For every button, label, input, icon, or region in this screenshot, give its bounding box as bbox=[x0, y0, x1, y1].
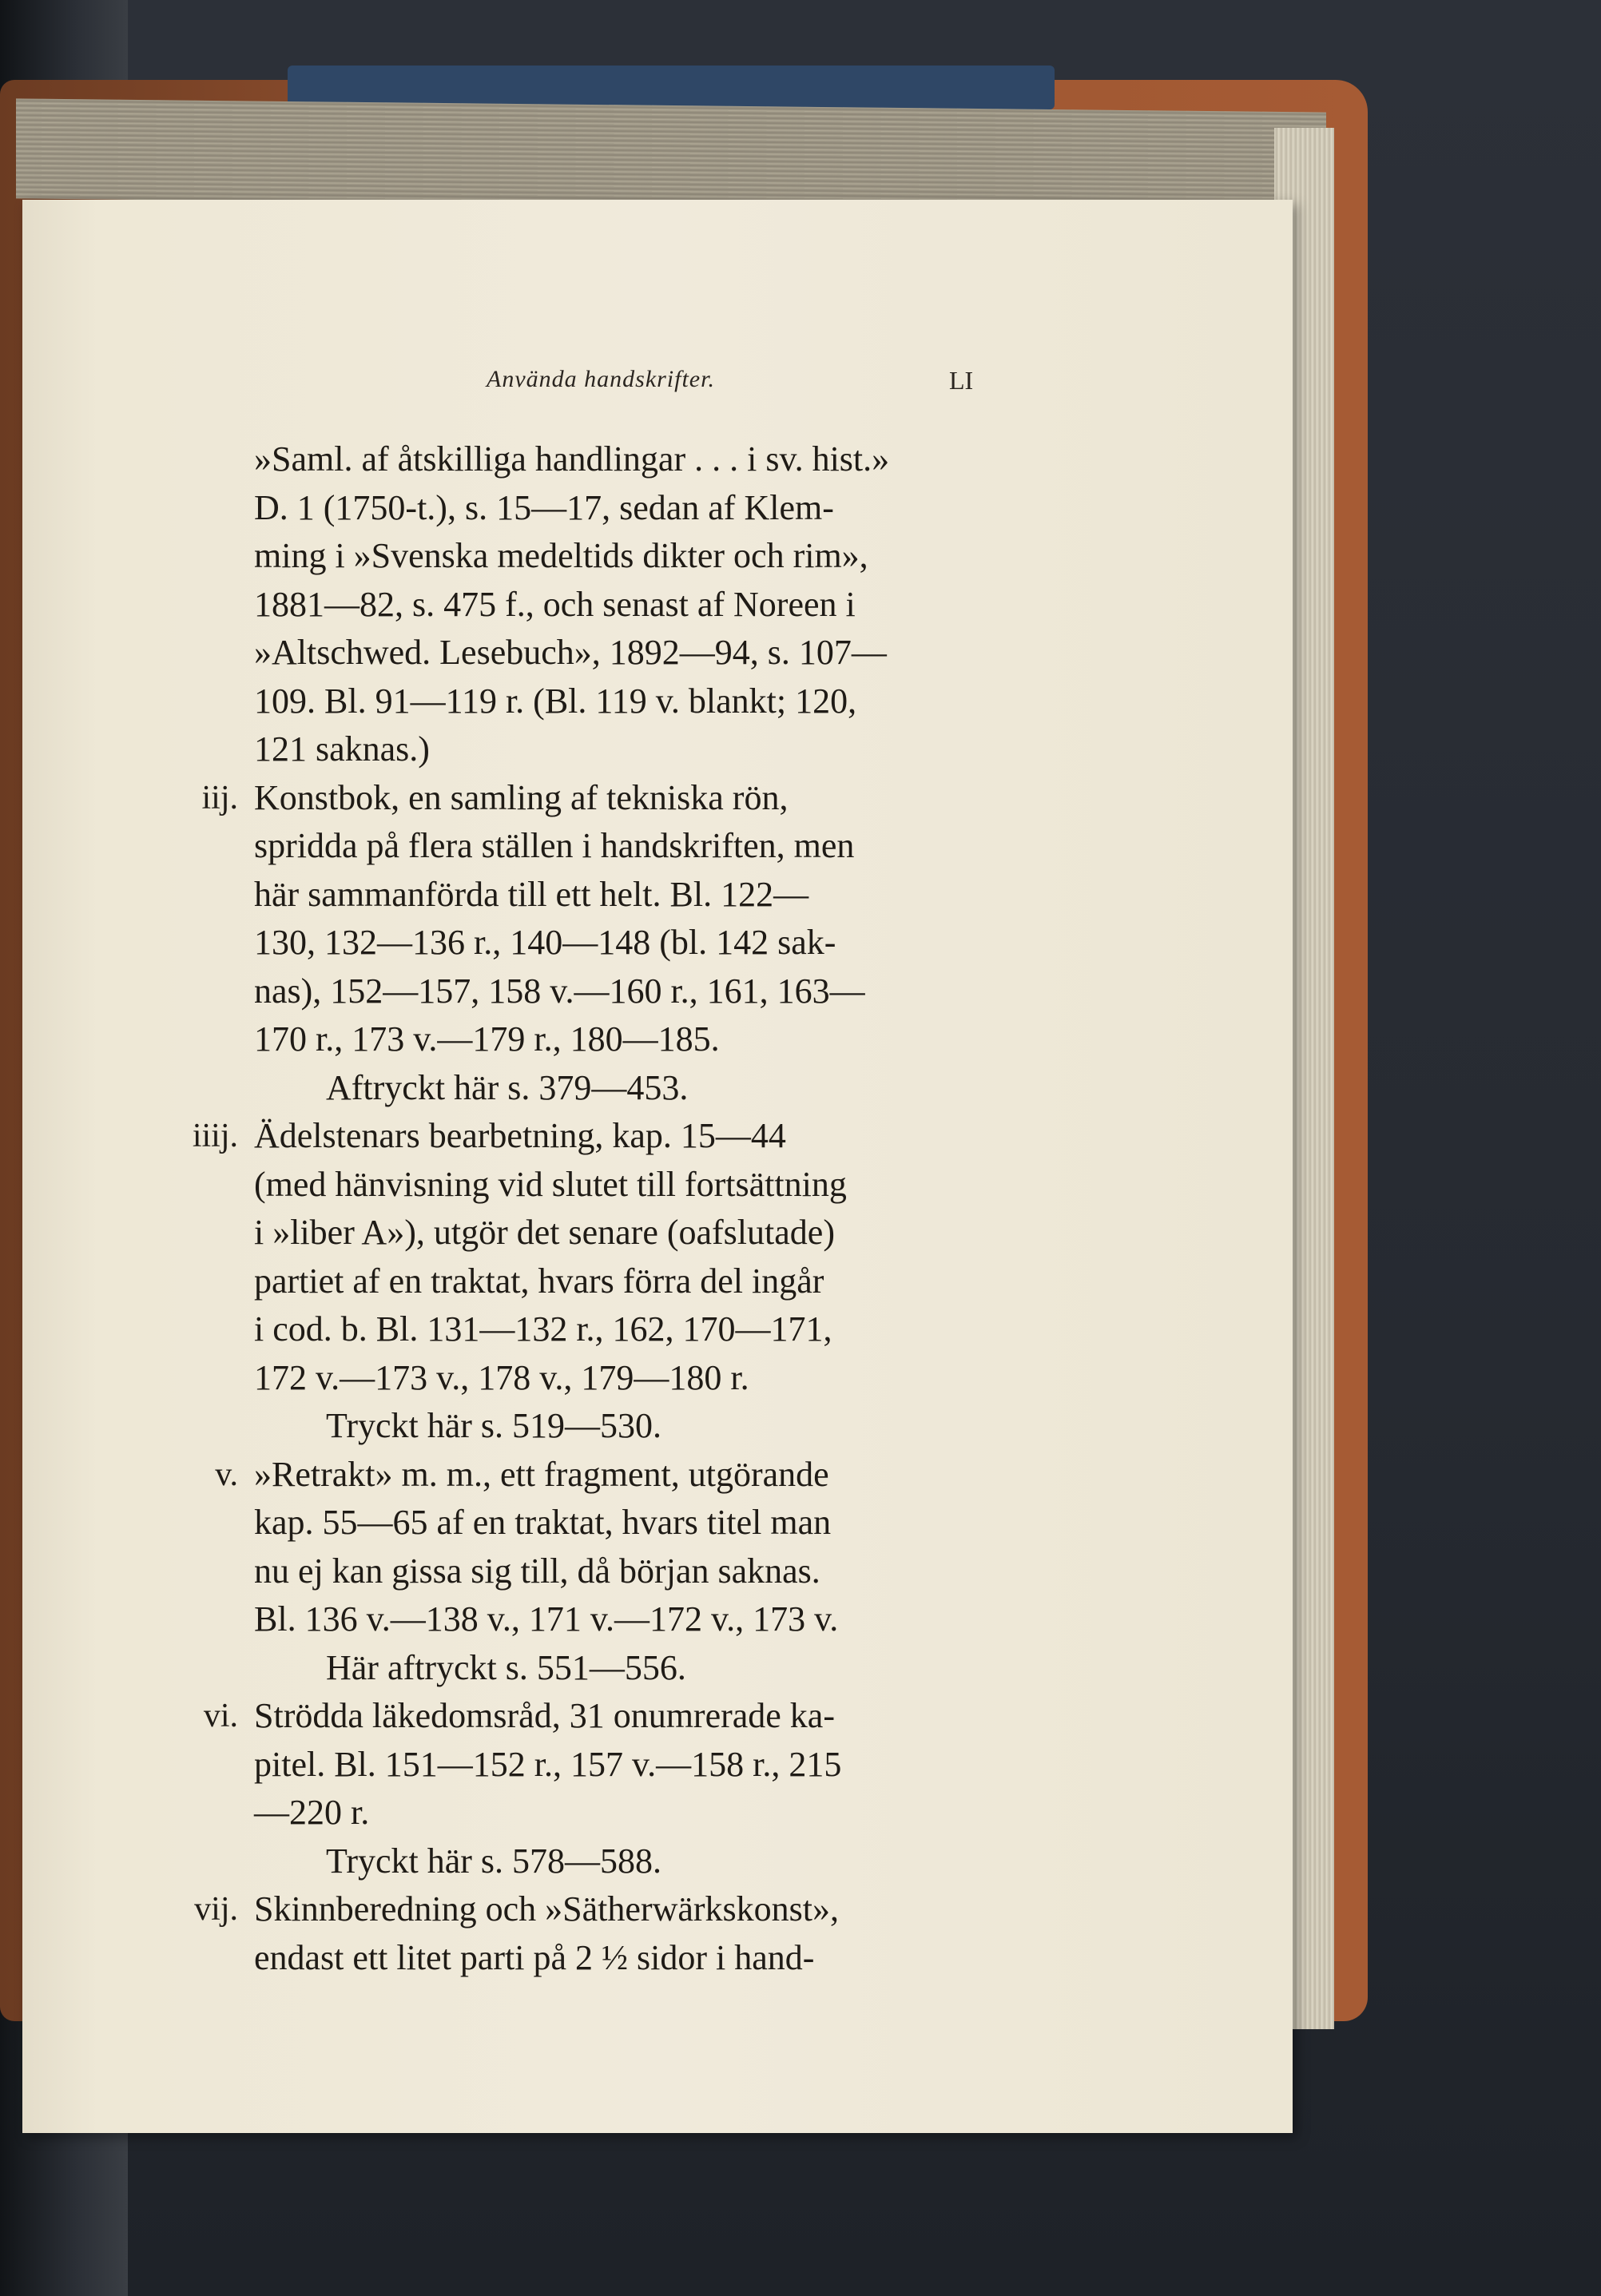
text-line: Bl. 136 v.—138 v., 171 v.—172 v., 173 v. bbox=[254, 1599, 839, 1639]
running-title: Använda handskrifter. bbox=[487, 366, 715, 392]
item-number: vij. bbox=[194, 1891, 238, 1928]
text-line: Tryckt här s. 578—588. bbox=[326, 1841, 662, 1881]
text-line: 170 r., 173 v.—179 r., 180—185. bbox=[254, 1019, 720, 1059]
text-line: 172 v.—173 v., 178 v., 179—180 r. bbox=[254, 1358, 749, 1397]
text-line: 121 saknas.) bbox=[254, 729, 430, 769]
text-line: kap. 55—65 af en traktat, hvars titel man bbox=[254, 1503, 832, 1542]
text-line: D. 1 (1750-t.), s. 15—17, sedan af Klem- bbox=[254, 488, 834, 527]
item-number: iij. bbox=[201, 780, 238, 816]
text-line: (med hänvisning vid slutet till fortsättning bbox=[254, 1165, 847, 1204]
text-line: »Saml. af åtskilliga handlingar . . . i sv. hist.» bbox=[254, 439, 890, 479]
text-line: i »liber A»), utgör det senare (oafslutade) bbox=[254, 1213, 835, 1252]
page-number: LI bbox=[949, 366, 974, 395]
text-line: »Altschwed. Lesebuch», 1892—94, s. 107— bbox=[254, 633, 887, 672]
page-top-edges bbox=[16, 98, 1326, 212]
text-line: 130, 132—136 r., 140—148 (bl. 142 sak- bbox=[254, 923, 836, 962]
text-line: pitel. Bl. 151—152 r., 157 v.—158 r., 215 bbox=[254, 1745, 842, 1784]
text-line: Ädelstenars bearbetning, kap. 15—44 bbox=[254, 1116, 786, 1155]
book-page bbox=[22, 200, 1293, 2133]
page-text bbox=[22, 200, 1293, 2133]
text-line: 1881—82, s. 475 f., och senast af Noreen i bbox=[254, 585, 856, 624]
text-line: Tryckt här s. 519—530. bbox=[326, 1406, 662, 1445]
text-line: partiet af en traktat, hvars förra del ingår bbox=[254, 1261, 824, 1301]
text-line: Här aftryckt s. 551—556. bbox=[326, 1648, 686, 1687]
text-line: nas), 152—157, 158 v.—160 r., 161, 163— bbox=[254, 971, 865, 1011]
text-line: 109. Bl. 91—119 r. (Bl. 119 v. blankt; 120, bbox=[254, 681, 857, 721]
text-line: nu ej kan gissa sig till, då början saknas. bbox=[254, 1551, 820, 1591]
item-number: v. bbox=[215, 1456, 238, 1493]
text-line: Konstbok, en samling af tekniska rön, bbox=[254, 778, 789, 817]
text-line: Strödda läkedomsråd, 31 onumrerade ka- bbox=[254, 1696, 835, 1735]
text-line: Aftryckt här s. 379—453. bbox=[326, 1068, 689, 1107]
text-line: —220 r. bbox=[254, 1793, 370, 1832]
text-line: spridda på flera ställen i handskriften, men bbox=[254, 826, 855, 865]
item-number: iiij. bbox=[192, 1118, 238, 1154]
text-line: endast ett litet parti på 2 ½ sidor i hand- bbox=[254, 1938, 815, 1977]
text-line: »Retrakt» m. m., ett fragment, utgörande bbox=[254, 1455, 829, 1494]
text-line: i cod. b. Bl. 131—132 r., 162, 170—171, bbox=[254, 1309, 832, 1349]
text-line: ming i »Svenska medeltids dikter och rim», bbox=[254, 536, 868, 575]
item-number: vi. bbox=[203, 1698, 238, 1734]
text-line: Skinnberedning och »Sätherwärkskonst», bbox=[254, 1889, 839, 1929]
text-line: här sammanförda till ett helt. Bl. 122— bbox=[254, 875, 809, 914]
